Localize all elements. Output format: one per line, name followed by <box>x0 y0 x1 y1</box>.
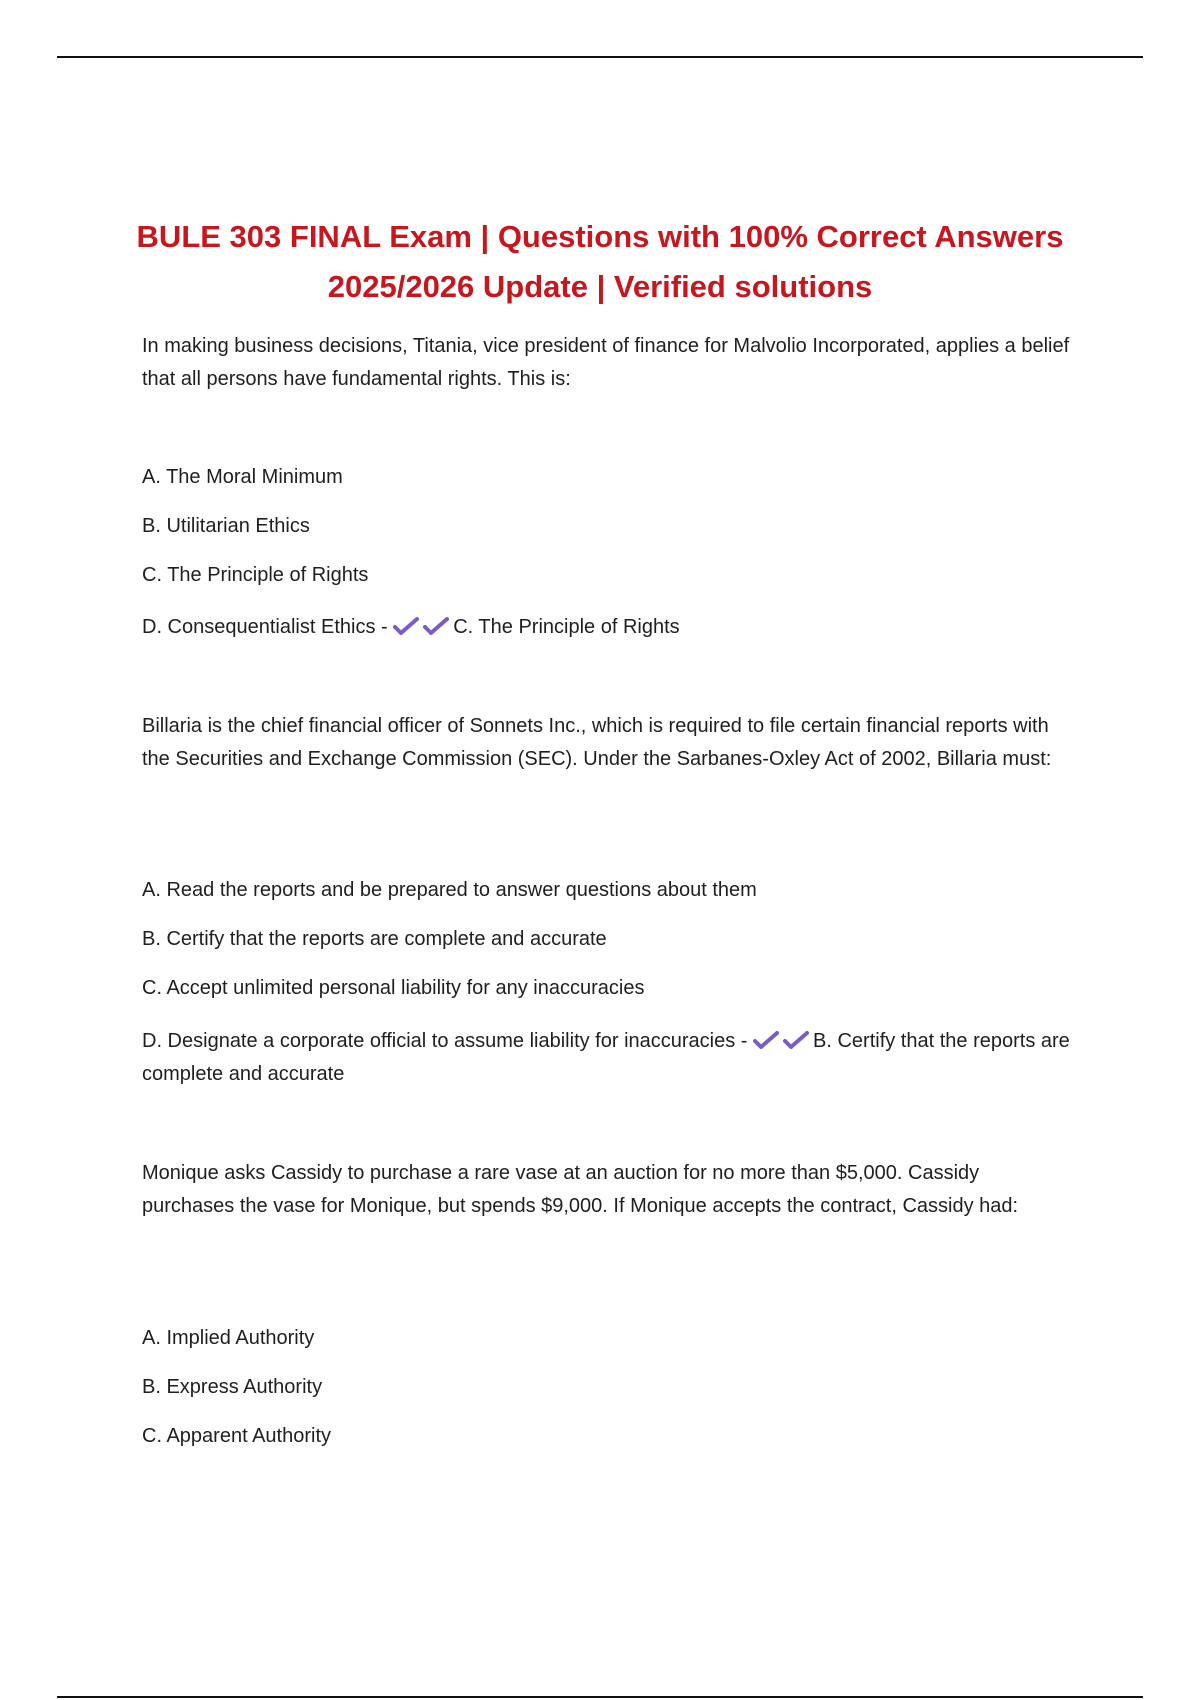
option-d-text: D. Consequentialist Ethics - <box>142 616 394 638</box>
question-1-option-d <box>142 611 1072 644</box>
question-3-option-b: B. Express Authority <box>142 1376 323 1398</box>
answer-text: B. Certify that the reports are complete and accurate <box>142 1030 1070 1085</box>
check-icon <box>393 616 419 636</box>
question-1-option-b: B. Utilitarian Ethics <box>142 515 310 537</box>
question-1-option-c: C. The Principle of Rights <box>142 564 369 586</box>
document-title <box>100 212 1100 312</box>
option-d-text: D. Designate a corporate official to assume liability for inaccuracies - <box>142 1030 754 1052</box>
question-3-option-a: A. Implied Authority <box>142 1327 315 1349</box>
question-1-option-a: A. The Moral Minimum <box>142 466 343 488</box>
question-2-option-d <box>142 1025 1072 1091</box>
question-1-stem: In making business decisions, Titania, vice president of finance for Malvolio Incorporated, applies a belief that all persons have fundamental rights. This is: <box>142 335 1070 390</box>
question-2-option-c: C. Accept unlimited personal liability for any inaccuracies <box>142 977 645 999</box>
bottom-rule <box>57 1696 1143 1698</box>
title-line-2: 2025/2026 Update | Verified solutions <box>327 269 873 304</box>
check-icon <box>753 1030 779 1050</box>
question-2-option-b: B. Certify that the reports are complete and accurate <box>142 928 607 950</box>
question-3-option-c: C. Apparent Authority <box>142 1425 332 1447</box>
question-3-stem: Monique asks Cassidy to purchase a rare vase at an auction for no more than $5,000. Cassidy purchases the vase for Monique, but spends $9,000. If Monique accepts the contract, Cassidy had: <box>142 1162 1019 1217</box>
check-icon <box>423 616 449 636</box>
answer-text: C. The Principle of Rights <box>453 616 680 638</box>
top-rule <box>57 56 1143 58</box>
check-icon <box>783 1030 809 1050</box>
title-line-1: BULE 303 FINAL Exam | Questions with 100% Correct Answers <box>136 219 1064 254</box>
question-2-option-a: A. Read the reports and be prepared to answer questions about them <box>142 879 757 901</box>
question-2-stem: Billaria is the chief financial officer of Sonnets Inc., which is required to file certain financial reports with the Securities and Exchange Commission (SEC). Under the Sarbanes-Oxley Act of 2002, Billaria must: <box>142 715 1052 770</box>
